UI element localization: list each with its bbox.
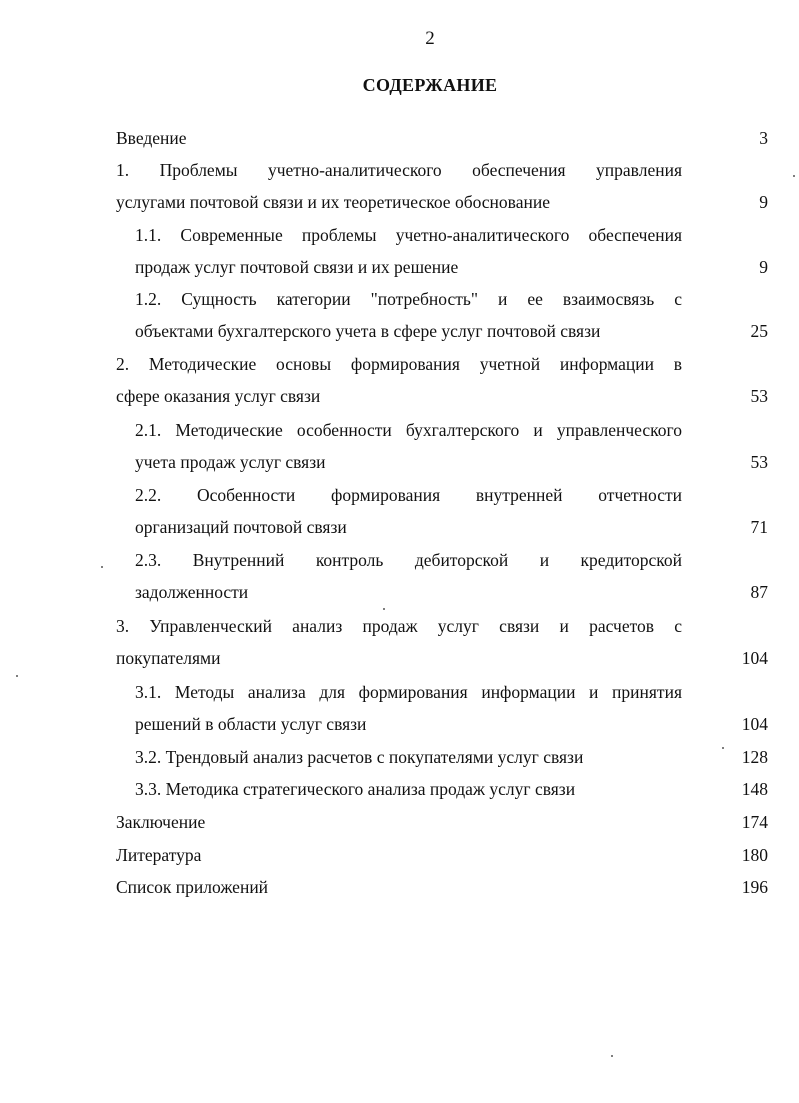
toc-entry-2-line-2: сфере оказания услуг связи	[116, 386, 321, 406]
toc-entry-literature-page: 180	[741, 845, 768, 865]
scan-speck	[793, 175, 795, 177]
toc-entry-3-line-2: покупателями	[116, 648, 221, 668]
toc-entry-1-2-page: 25	[750, 321, 768, 341]
toc-title: СОДЕРЖАНИЕ	[362, 75, 498, 95]
toc-entry-2-3-line-2: задолженности	[135, 582, 249, 602]
scan-speck	[16, 675, 18, 677]
toc-entry-1-2-line-2: объектами бухгалтерского учета в сфере услуг почтовой связи	[135, 321, 601, 341]
toc-entry-2-3-line-1: 2.3. Внутренний контроль дебиторской и кредиторской	[135, 550, 682, 570]
toc-entry-1-page: 9	[759, 192, 768, 212]
toc-entry-2-1-line-2: учета продаж услуг связи	[135, 452, 326, 472]
toc-entry-appendices-title: Список приложений	[116, 877, 269, 897]
toc-entry-2-2-page: 71	[750, 517, 768, 537]
scan-speck	[101, 566, 103, 568]
scan-speck	[722, 747, 724, 749]
toc-entry-1-2-line-1: 1.2. Сущность категории "потребность" и ее взаимосвязь с	[135, 289, 682, 309]
toc-entry-intro-title: Введение	[116, 128, 187, 148]
toc-entry-2-2-line-2: организаций почтовой связи	[135, 517, 347, 537]
toc-entry-3-3-page: 148	[741, 779, 768, 799]
toc-entry-3-page: 104	[741, 648, 768, 668]
toc-entry-1-1-line-2: продаж услуг почтовой связи и их решение	[135, 257, 459, 277]
toc-entry-2-page: 53	[750, 386, 768, 406]
toc-entry-3-1-line-2: решений в области услуг связи	[135, 714, 367, 734]
scan-speck	[383, 608, 385, 610]
scan-speck	[611, 1055, 613, 1057]
toc-entry-appendices-page: 196	[741, 877, 768, 897]
toc-entry-2-line-1: 2. Методические основы формирования учетной информации в	[116, 354, 682, 374]
toc-entry-3-1-page: 104	[741, 714, 768, 734]
toc-entry-1-1-line-1: 1.1. Современные проблемы учетно-аналитического обеспечения	[135, 225, 682, 245]
toc-entry-2-3-page: 87	[750, 582, 768, 602]
toc-entry-intro-page: 3	[759, 128, 768, 148]
toc-entry-3-1-line-1: 3.1. Методы анализа для формирования информации и принятия	[135, 682, 682, 702]
toc-entry-3-3-line-1: 3.3. Методика стратегического анализа продаж услуг связи	[135, 779, 576, 799]
toc-entry-1-line-1: 1. Проблемы учетно-аналитического обеспечения управления	[116, 160, 682, 180]
toc-entry-1-1-page: 9	[759, 257, 768, 277]
toc-entry-3-2-page: 128	[741, 747, 768, 767]
toc-entry-3-2-line-1: 3.2. Трендовый анализ расчетов с покупателями услуг связи	[135, 747, 584, 767]
toc-entry-2-1-page: 53	[750, 452, 768, 472]
toc-entry-2-1-line-1: 2.1. Методические особенности бухгалтерского и управленческого	[135, 420, 682, 440]
toc-entry-1-line-2: услугами почтовой связи и их теоретическое обоснование	[116, 192, 550, 212]
toc-entry-2-2-line-1: 2.2. Особенности формирования внутренней отчетности	[135, 485, 682, 505]
toc-entry-3-line-1: 3. Управленческий анализ продаж услуг связи и расчетов с	[116, 616, 682, 636]
toc-entry-conclusion-title: Заключение	[116, 812, 206, 832]
page-number: 2	[425, 28, 435, 49]
toc-entry-literature-title: Литература	[116, 845, 202, 865]
toc-entry-conclusion-page: 174	[741, 812, 768, 832]
